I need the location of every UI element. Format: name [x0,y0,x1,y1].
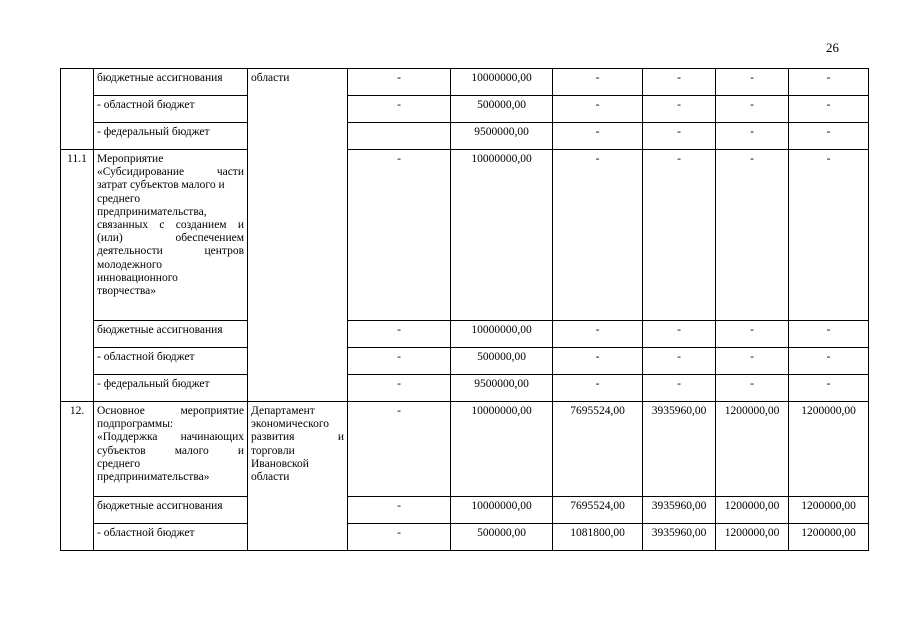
value-cell: - [789,321,869,348]
value-cell: 10000000,00 [451,321,553,348]
value-cell: - [348,321,451,348]
value-cell: - [789,96,869,123]
table-row [61,123,869,150]
name-line: среднего [97,192,141,205]
value-cell: 1200000,00 [716,497,789,524]
name-line: молодежного [97,258,163,271]
source-cell [248,402,348,551]
row-name-cell: - областной бюджет [94,524,248,551]
row-name-cell: бюджетные ассигнования [94,321,248,348]
value-cell: 9500000,00 [451,123,553,150]
row-name-cell [94,150,248,321]
name-line: предпринимательства» [97,471,210,484]
value-cell: - [348,96,451,123]
table-row [61,524,869,551]
source-line: экономического [251,418,330,431]
value-cell: - [643,123,716,150]
value-cell: 10000000,00 [451,497,553,524]
value-cell: - [716,123,789,150]
value-cell: - [553,150,643,321]
value-cell: 7695524,00 [553,402,643,497]
name-line: затрат субъектов малого и [97,179,225,192]
name-line: связанных с созданием и [97,219,244,232]
page-number: 26 [826,40,839,55]
value-cell: - [348,402,451,497]
value-cell: 3935960,00 [643,524,716,551]
name-line: Основное мероприятие [97,405,244,417]
value-cell: - [348,150,451,321]
row-name-cell: - федеральный бюджет [94,375,248,402]
table-row [61,375,869,402]
value-cell: - [716,150,789,321]
row-name-cell: бюджетные ассигнования [94,497,248,524]
row-number-cell: 12. [61,402,94,551]
value-cell: - [553,96,643,123]
value-cell: 500000,00 [451,348,553,375]
value-cell: - [348,375,451,402]
value-cell: - [789,150,869,321]
value-cell: 1200000,00 [789,524,869,551]
value-cell: - [348,497,451,524]
row-name-cell [94,402,248,497]
table-row [61,497,869,524]
source-line: области [251,471,290,484]
value-cell: 3935960,00 [643,497,716,524]
value-cell: 1200000,00 [789,497,869,524]
value-cell: - [716,348,789,375]
value-cell: 500000,00 [451,524,553,551]
row-name-cell: - областной бюджет [94,348,248,375]
source-line: Департамент [251,405,315,417]
name-line: инновационного [97,271,178,284]
value-cell: 3935960,00 [643,402,716,497]
value-cell: - [643,321,716,348]
name-line: (или) обеспечением [97,232,244,245]
value-cell: - [348,348,451,375]
source-cell: области [248,69,348,402]
name-line: Мероприятие [97,153,164,165]
name-line: «Поддержка начинающих [97,431,244,444]
value-cell: - [553,69,643,96]
name-line: подпрограммы: [97,418,174,431]
table-row [61,69,869,96]
value-cell: - [643,375,716,402]
table-row [61,96,869,123]
value-cell: 1200000,00 [716,402,789,497]
name-line: предпринимательства, [97,205,207,218]
value-cell: - [553,123,643,150]
value-cell: 7695524,00 [553,497,643,524]
value-cell: - [643,96,716,123]
value-cell: - [553,321,643,348]
table-row [61,321,869,348]
name-line: деятельности центров [97,245,244,258]
value-cell: 10000000,00 [451,150,553,321]
table-row [61,348,869,375]
value-cell: - [789,348,869,375]
row-name-cell: - областной бюджет [94,96,248,123]
budget-table [60,68,869,551]
value-cell: - [553,375,643,402]
value-cell: - [789,69,869,96]
value-cell: - [348,69,451,96]
row-number-cell [61,69,94,150]
table-row [61,150,869,321]
value-cell: 500000,00 [451,96,553,123]
name-line: творчества» [97,285,157,298]
value-cell: - [643,348,716,375]
row-name-cell: - федеральный бюджет [94,123,248,150]
value-cell: - [716,69,789,96]
table-row [61,402,869,497]
source-line: развития и [251,431,344,444]
value-cell: - [716,375,789,402]
value-cell: - [643,150,716,321]
name-line: субъектов малого и [97,444,244,457]
value-cell: - [643,69,716,96]
row-number-cell: 11.1 [61,150,94,402]
source-line: Ивановской [251,457,309,470]
name-line: среднего [97,457,141,470]
value-cell: 9500000,00 [451,375,553,402]
source-line: торговли [251,444,295,457]
value-cell: - [789,375,869,402]
value-cell [348,123,451,150]
value-cell: - [553,348,643,375]
value-cell: 1200000,00 [716,524,789,551]
value-cell: 10000000,00 [451,69,553,96]
value-cell: - [716,96,789,123]
value-cell: - [716,321,789,348]
value-cell: 10000000,00 [451,402,553,497]
value-cell: 1200000,00 [789,402,869,497]
row-name-cell: бюджетные ассигнования [94,69,248,96]
name-line: «Субсидирование части [97,166,244,179]
value-cell: - [789,123,869,150]
value-cell: - [348,524,451,551]
value-cell: 1081800,00 [553,524,643,551]
